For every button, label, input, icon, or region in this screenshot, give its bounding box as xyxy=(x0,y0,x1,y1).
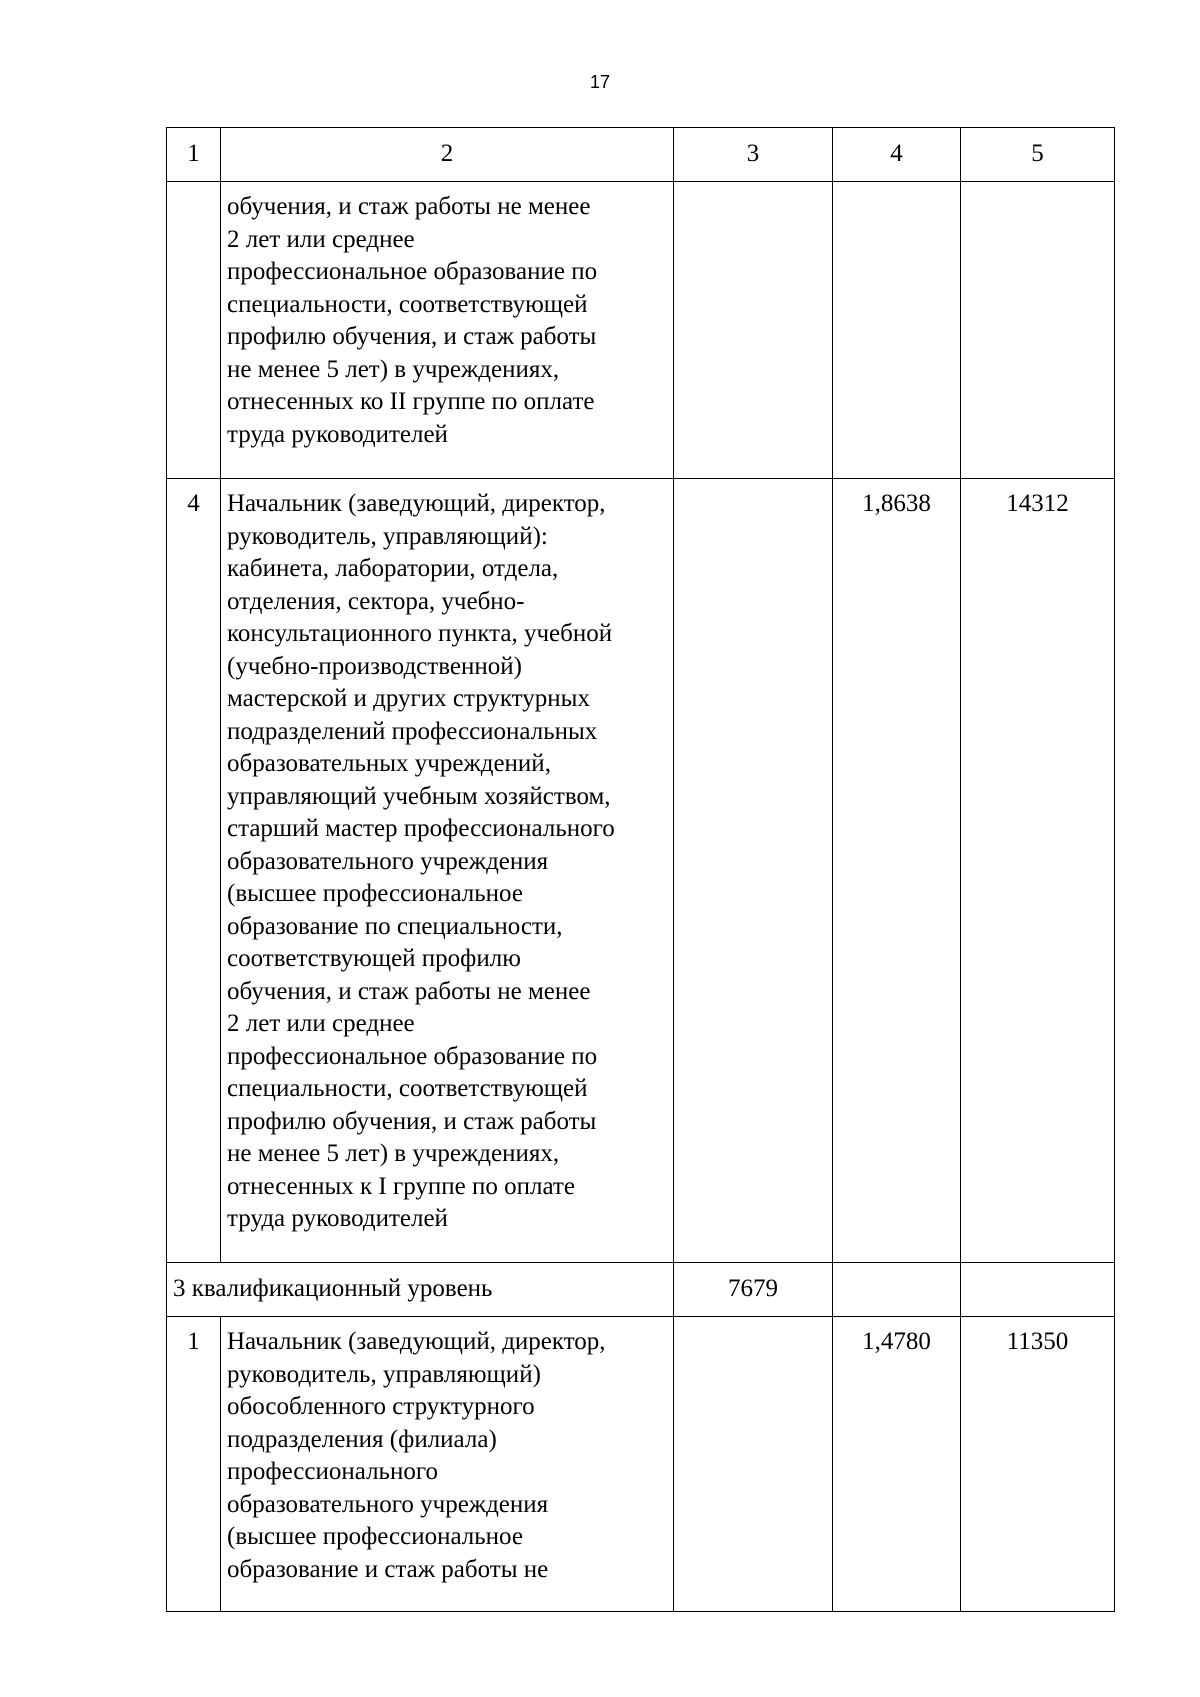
position-description: Начальник (заведующий, директор, руководитель, управляющий): кабинета, лаборатории, отдела, отделения, сектора, учебно- консультационного пункта, учебной (учебно-производственной) мастерской и других структурных подразделений профессиональных образовательных учреждений, управляющий учебным хозяйством, старший мастер профессионального образовательного учреждения (высшее профессиональное образование по специальности, соответствующей профилю обучения, и стаж работы не менее 2 лет или среднее профессиональное образование по специальности, соответствующей профилю обучения, и стаж работы не менее 5 лет) в учреждениях, отнесенных к I группе по оплате труда руководителей xyxy=(227,490,615,1232)
coefficient-cell: 1,4780 xyxy=(833,1317,961,1612)
position-description: обучения, и стаж работы не менее 2 лет или среднее профессиональное образование по специальности, соответствующей профилю обучения, и стаж работы не менее 5 лет) в учреждениях, отнесенных ко II группе по оплате труда руководителей xyxy=(227,193,598,448)
row-number-cell: 4 xyxy=(167,479,221,1263)
header-cell-4: 4 xyxy=(833,128,961,182)
position-description-cell xyxy=(221,1317,674,1612)
header-cell-3: 3 xyxy=(674,128,833,182)
position-description-cell xyxy=(221,182,674,479)
qualification-level-label: 3 квалификационный уровень xyxy=(167,1263,674,1317)
position-description: Начальник (заведующий, директор, руководитель, управляющий) обособленного структурного подразделения (филиала) профессионального образовательного учреждения (высшее профессиональное образование и стаж работы не xyxy=(227,1328,606,1583)
coefficient-cell: 1,8638 xyxy=(833,479,961,1263)
row-number-cell: 1 xyxy=(167,1317,221,1612)
col3-cell xyxy=(674,479,833,1263)
coefficient-cell xyxy=(833,182,961,479)
col3-cell xyxy=(674,182,833,479)
table-row xyxy=(167,1317,1115,1612)
empty-cell xyxy=(961,1263,1115,1317)
empty-cell xyxy=(833,1263,961,1317)
page-number: 17 xyxy=(589,72,611,92)
salary-table xyxy=(166,127,1115,1612)
table-header-row xyxy=(167,128,1115,182)
salary-cell: 11350 xyxy=(961,1317,1115,1612)
salary-cell xyxy=(961,182,1115,479)
position-description-cell xyxy=(221,479,674,1263)
salary-cell: 14312 xyxy=(961,479,1115,1263)
col3-cell xyxy=(674,1317,833,1612)
row-number-cell xyxy=(167,182,221,479)
table-row xyxy=(167,182,1115,479)
header-cell-2: 2 xyxy=(221,128,674,182)
qualification-level-base-salary: 7679 xyxy=(674,1263,833,1317)
header-cell-5: 5 xyxy=(961,128,1115,182)
qualification-level-row xyxy=(167,1263,1115,1317)
table-row xyxy=(167,479,1115,1263)
header-cell-1: 1 xyxy=(167,128,221,182)
